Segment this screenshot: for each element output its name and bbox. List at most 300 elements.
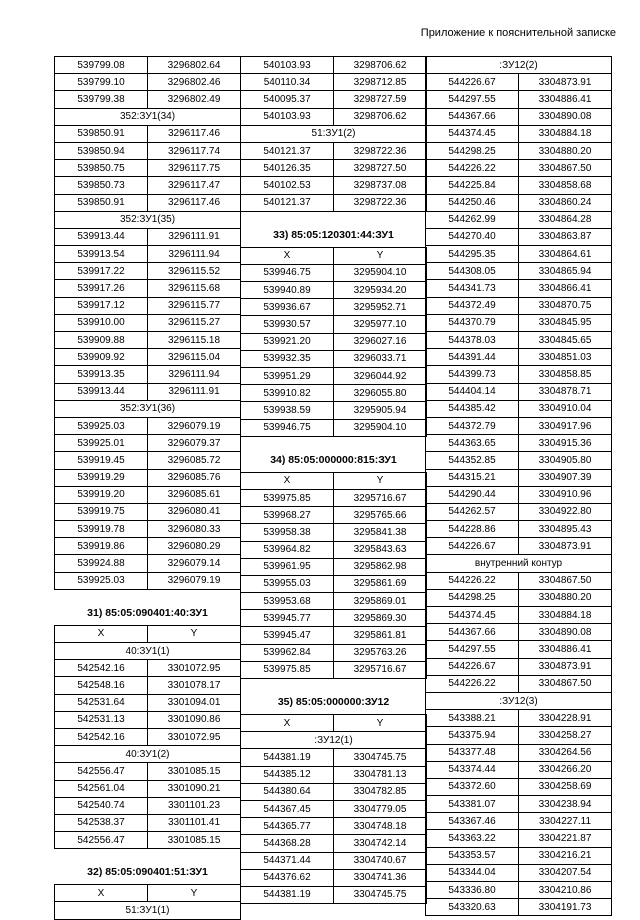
y-cell: 3304864.61 (519, 246, 612, 263)
section-row (55, 643, 241, 660)
table-row (426, 349, 612, 366)
x-cell: 544308.05 (426, 263, 519, 280)
y-cell: 3298727.59 (334, 91, 427, 108)
section-label: 352:ЗУ1(34) (55, 108, 241, 125)
x-cell: 543363.22 (426, 830, 519, 847)
x-cell: 544380.64 (241, 783, 334, 800)
table-row (426, 125, 612, 142)
table-row (55, 728, 241, 745)
table-row (241, 264, 427, 281)
table-row (55, 435, 241, 452)
y-cell: 3296079.19 (148, 572, 241, 589)
x-cell: 539913.44 (55, 228, 148, 245)
y-cell: 3304851.03 (519, 349, 612, 366)
y-cell: 3304867.50 (519, 572, 612, 589)
y-cell: 3304742.14 (334, 835, 427, 852)
y-cell: 3296085.61 (148, 486, 241, 503)
x-cell: 544404.14 (426, 383, 519, 400)
table-row (241, 507, 427, 524)
y-cell: 3296055.80 (334, 385, 427, 402)
spacer (240, 679, 427, 695)
table-row (241, 541, 427, 558)
y-cell: 3304863.87 (519, 228, 612, 245)
y-cell: 3296117.74 (148, 142, 241, 159)
y-cell: 3304207.54 (519, 864, 612, 881)
x-cell: 543367.46 (426, 813, 519, 830)
table-row (241, 835, 427, 852)
y-cell: 3304228.91 (519, 710, 612, 727)
x-cell: 544367.66 (426, 108, 519, 125)
x-cell: 539910.00 (55, 314, 148, 331)
parcel-title: 33) 85:05:120301:44:ЗУ1 (273, 228, 394, 241)
y-cell: 3304890.08 (519, 624, 612, 641)
x-cell: 539958.38 (241, 524, 334, 541)
table-row (55, 280, 241, 297)
y-cell: 3301090.21 (148, 780, 241, 797)
y-cell: 3296115.52 (148, 263, 241, 280)
y-cell: 3296033.71 (334, 350, 427, 367)
table-row (55, 885, 241, 902)
table-row (241, 644, 427, 661)
table-row (426, 314, 612, 331)
section-label: 51:ЗУ1(1) (55, 902, 241, 919)
table-row (241, 299, 427, 316)
x-cell: 544341.73 (426, 280, 519, 297)
x-cell: 544262.99 (426, 211, 519, 228)
x-cell: 543353.57 (426, 847, 519, 864)
x-cell: 539968.27 (241, 507, 334, 524)
section-label: :ЗУ12(3) (426, 692, 612, 709)
x-cell: 544226.22 (426, 675, 519, 692)
table-row (241, 91, 427, 108)
parcel-title: 31) 85:05:090401:40:ЗУ1 (87, 606, 208, 619)
section-row (55, 400, 241, 417)
x-cell: 539946.75 (241, 419, 334, 436)
table-row (241, 558, 427, 575)
x-cell: 542542.16 (55, 728, 148, 745)
y-cell: 3296117.47 (148, 177, 241, 194)
y-cell: 3295763.26 (334, 644, 427, 661)
y-cell: 3296044.92 (334, 368, 427, 385)
table-row (241, 575, 427, 592)
y-cell: 3304890.08 (519, 108, 612, 125)
x-cell: 544365.77 (241, 818, 334, 835)
y-cell: 3304905.80 (519, 452, 612, 469)
x-cell: 543320.63 (426, 899, 519, 916)
table-row (241, 869, 427, 886)
y-cell: 3295934.20 (334, 282, 427, 299)
coordinates-table (54, 625, 241, 849)
coordinates-table (54, 56, 241, 590)
table-row (426, 899, 612, 916)
y-cell: 3304227.11 (519, 813, 612, 830)
table-row (426, 91, 612, 108)
column-1 (54, 56, 241, 920)
y-cell: Y (334, 247, 427, 264)
y-cell: 3296085.76 (148, 469, 241, 486)
x-cell: 543375.94 (426, 727, 519, 744)
x-cell: 539917.22 (55, 263, 148, 280)
y-cell: 3296117.46 (148, 125, 241, 142)
table-row (241, 610, 427, 627)
x-cell: 544399.73 (426, 366, 519, 383)
table-row (426, 142, 612, 159)
section-label: 51:ЗУ1(2) (241, 125, 427, 142)
table-row (241, 800, 427, 817)
x-cell: 544374.45 (426, 607, 519, 624)
table-row (241, 749, 427, 766)
coordinates-table (240, 56, 427, 212)
x-cell: 539964.82 (241, 541, 334, 558)
y-cell: 3304880.20 (519, 589, 612, 606)
section-label: 40:ЗУ1(2) (55, 746, 241, 763)
table-row (55, 694, 241, 711)
spacer (54, 590, 241, 606)
parcel-title: 34) 85:05:000000:815:ЗУ1 (270, 453, 397, 466)
x-cell: 539917.26 (55, 280, 148, 297)
table-row (241, 74, 427, 91)
table-row (426, 486, 612, 503)
x-cell: 539919.20 (55, 486, 148, 503)
x-cell: 542556.47 (55, 763, 148, 780)
y-cell: 3304864.28 (519, 211, 612, 228)
table-row (426, 263, 612, 280)
y-cell: 3296117.46 (148, 194, 241, 211)
y-cell: 3296080.41 (148, 503, 241, 520)
x-cell: 544298.25 (426, 589, 519, 606)
y-cell: 3304866.41 (519, 280, 612, 297)
table-row (55, 177, 241, 194)
x-cell: 542542.16 (55, 660, 148, 677)
y-cell: 3304740.67 (334, 852, 427, 869)
table-row (426, 882, 612, 899)
x-cell: 542540.74 (55, 797, 148, 814)
coordinates-table (54, 884, 241, 919)
section-row (426, 57, 612, 74)
y-cell: 3295765.66 (334, 507, 427, 524)
x-cell: 544381.19 (241, 749, 334, 766)
table-row (426, 228, 612, 245)
x-cell: 540121.37 (241, 142, 334, 159)
x-cell: 544315.21 (426, 469, 519, 486)
parcel-title: 35) 85:05:000000:ЗУ12 (277, 696, 390, 708)
table-row (426, 108, 612, 125)
table-row (426, 383, 612, 400)
y-cell: 3296080.29 (148, 538, 241, 555)
y-cell: 3304210.86 (519, 882, 612, 899)
spacer (240, 212, 427, 228)
table-row (241, 715, 427, 732)
x-cell: 539850.73 (55, 177, 148, 194)
y-cell: 3296115.27 (148, 314, 241, 331)
table-row (426, 744, 612, 761)
y-cell: 3304878.71 (519, 383, 612, 400)
y-cell: 3296111.91 (148, 228, 241, 245)
section-label: 352:ЗУ1(36) (55, 400, 241, 417)
section-label: 352:ЗУ1(35) (55, 211, 241, 228)
x-cell: 543344.04 (426, 864, 519, 881)
x-cell: 540103.93 (241, 108, 334, 125)
table-row (241, 627, 427, 644)
x-cell: 539913.44 (55, 383, 148, 400)
y-cell: 3301072.95 (148, 660, 241, 677)
x-cell: 543381.07 (426, 796, 519, 813)
table-row (55, 125, 241, 142)
y-cell: 3296111.94 (148, 246, 241, 263)
y-cell: 3301072.95 (148, 728, 241, 745)
table-row (241, 661, 427, 678)
x-cell: 539925.03 (55, 572, 148, 589)
coordinates-table (240, 714, 427, 904)
y-cell: 3296085.72 (148, 452, 241, 469)
table-row (426, 761, 612, 778)
table-row (55, 332, 241, 349)
y-cell: 3304922.80 (519, 503, 612, 520)
table-row (426, 572, 612, 589)
x-cell: 539951.29 (241, 368, 334, 385)
x-cell: 544297.55 (426, 91, 519, 108)
table-row (426, 417, 612, 434)
x-cell: X (241, 247, 334, 264)
section-row (55, 746, 241, 763)
table-row (426, 332, 612, 349)
x-cell: 539799.38 (55, 91, 148, 108)
parcel-title: 32) 85:05:090401:51:ЗУ1 (87, 866, 208, 879)
table-row (426, 177, 612, 194)
section-row (55, 108, 241, 125)
table-row (426, 658, 612, 675)
x-cell: 543336.80 (426, 882, 519, 899)
table-row (426, 675, 612, 692)
x-cell: 539945.47 (241, 627, 334, 644)
x-cell: 539945.77 (241, 610, 334, 627)
x-cell: 544371.44 (241, 852, 334, 869)
table-row (241, 350, 427, 367)
x-cell: 544370.79 (426, 314, 519, 331)
table-row (241, 57, 427, 74)
x-cell: 544368.28 (241, 835, 334, 852)
y-cell: 3304910.04 (519, 400, 612, 417)
x-cell: 544391.44 (426, 349, 519, 366)
table-row (426, 452, 612, 469)
x-cell: 539932.35 (241, 350, 334, 367)
y-cell: 3304741.36 (334, 869, 427, 886)
x-cell: 544381.19 (241, 886, 334, 903)
x-cell: 540121.37 (241, 194, 334, 211)
table-row (426, 194, 612, 211)
x-cell: 544225.84 (426, 177, 519, 194)
table-row (55, 246, 241, 263)
y-cell: 3301101.41 (148, 814, 241, 831)
y-cell: 3295841.38 (334, 524, 427, 541)
table-row (55, 555, 241, 572)
x-cell: 540095.37 (241, 91, 334, 108)
y-cell: 3304845.95 (519, 314, 612, 331)
table-row (55, 417, 241, 434)
y-cell: 3304884.18 (519, 607, 612, 624)
y-cell: Y (148, 625, 241, 642)
table-row (241, 316, 427, 333)
y-cell: 3304258.27 (519, 727, 612, 744)
x-cell: 539910.82 (241, 385, 334, 402)
page-header: Приложение к пояснительной записке (420, 27, 616, 39)
column-2 (240, 56, 427, 904)
y-cell: 3304886.41 (519, 641, 612, 658)
y-cell: 3296802.49 (148, 91, 241, 108)
y-cell: 3304873.91 (519, 538, 612, 555)
table-row (55, 677, 241, 694)
section-label: 40:ЗУ1(1) (55, 643, 241, 660)
x-cell: 540102.53 (241, 177, 334, 194)
x-cell: 544385.42 (426, 400, 519, 417)
x-cell: 539938.59 (241, 402, 334, 419)
x-cell: 539921.20 (241, 333, 334, 350)
section-row (241, 125, 427, 142)
table-row (241, 282, 427, 299)
x-cell: 542538.37 (55, 814, 148, 831)
x-cell: 539975.85 (241, 661, 334, 678)
table-row (426, 847, 612, 864)
y-cell: 3298727.50 (334, 160, 427, 177)
y-cell: 3295904.10 (334, 419, 427, 436)
section-label: внутренний контур (426, 555, 612, 572)
table-row (55, 572, 241, 589)
y-cell: 3295861.69 (334, 575, 427, 592)
table-row (55, 383, 241, 400)
x-cell: 539850.75 (55, 160, 148, 177)
table-row (241, 402, 427, 419)
table-row (55, 57, 241, 74)
y-cell: 3304886.41 (519, 91, 612, 108)
y-cell: 3295862.98 (334, 558, 427, 575)
table-row (55, 538, 241, 555)
table-row (426, 160, 612, 177)
y-cell: 3304870.75 (519, 297, 612, 314)
table-row (426, 813, 612, 830)
y-cell: Y (334, 715, 427, 732)
x-cell: 544250.46 (426, 194, 519, 211)
x-cell: 544226.67 (426, 74, 519, 91)
y-cell: 3304782.85 (334, 783, 427, 800)
table-row (426, 211, 612, 228)
x-cell: 544270.40 (426, 228, 519, 245)
y-cell: 3304860.24 (519, 194, 612, 211)
x-cell: 539924.88 (55, 555, 148, 572)
y-cell: 3296802.64 (148, 57, 241, 74)
x-cell: 542531.13 (55, 711, 148, 728)
x-cell: 544226.22 (426, 572, 519, 589)
x-cell: 539799.10 (55, 74, 148, 91)
x-cell: 544372.79 (426, 417, 519, 434)
x-cell: 544385.12 (241, 766, 334, 783)
x-cell: X (241, 472, 334, 489)
table-row (241, 194, 427, 211)
x-cell: 539909.88 (55, 332, 148, 349)
table-row (55, 228, 241, 245)
section-label: :ЗУ12(2) (426, 57, 612, 74)
table-row (426, 400, 612, 417)
x-cell: 539955.03 (241, 575, 334, 592)
x-cell: 544376.62 (241, 869, 334, 886)
section-label: :ЗУ12(1) (241, 732, 427, 749)
x-cell: 542548.16 (55, 677, 148, 694)
table-row (241, 108, 427, 125)
y-cell: 3296111.91 (148, 383, 241, 400)
table-row (55, 469, 241, 486)
x-cell: 544226.22 (426, 160, 519, 177)
y-cell: 3295952.71 (334, 299, 427, 316)
table-row (241, 142, 427, 159)
x-cell: 539961.95 (241, 558, 334, 575)
y-cell: 3296115.04 (148, 349, 241, 366)
x-cell: 539919.45 (55, 452, 148, 469)
y-cell: 3296079.14 (148, 555, 241, 572)
coordinates-table (240, 472, 427, 679)
x-cell: 544367.66 (426, 624, 519, 641)
x-cell: 539925.01 (55, 435, 148, 452)
y-cell: 3304880.20 (519, 142, 612, 159)
table-row (55, 142, 241, 159)
table-row (241, 368, 427, 385)
y-cell: 3301085.15 (148, 763, 241, 780)
table-row (55, 780, 241, 797)
table-row (241, 783, 427, 800)
x-cell: 544228.86 (426, 521, 519, 538)
y-cell: 3298722.36 (334, 142, 427, 159)
table-row (55, 503, 241, 520)
x-cell: 540110.34 (241, 74, 334, 91)
y-cell: 3301101.23 (148, 797, 241, 814)
y-cell: 3304266.20 (519, 761, 612, 778)
table-row (426, 710, 612, 727)
x-cell: 544262.57 (426, 503, 519, 520)
y-cell: 3304873.91 (519, 74, 612, 91)
coordinates-table (425, 56, 612, 916)
x-cell: 539799.08 (55, 57, 148, 74)
x-cell: 543374.44 (426, 761, 519, 778)
x-cell: 539940.89 (241, 282, 334, 299)
x-cell: 544297.55 (426, 641, 519, 658)
y-cell: 3304867.50 (519, 675, 612, 692)
table-row (426, 778, 612, 795)
table-row (426, 727, 612, 744)
x-cell: 544290.44 (426, 486, 519, 503)
y-cell: 3298706.62 (334, 57, 427, 74)
y-cell: Y (148, 885, 241, 902)
table-row (426, 864, 612, 881)
x-cell: 544378.03 (426, 332, 519, 349)
table-row (55, 814, 241, 831)
table-row (426, 830, 612, 847)
section-row (241, 732, 427, 749)
table-row (426, 435, 612, 452)
y-cell: 3304745.75 (334, 886, 427, 903)
table-row (426, 624, 612, 641)
table-row (426, 74, 612, 91)
y-cell: 3295905.94 (334, 402, 427, 419)
table-row (241, 852, 427, 869)
y-cell: 3304873.91 (519, 658, 612, 675)
table-row (241, 333, 427, 350)
coordinates-table (240, 247, 427, 437)
x-cell: X (241, 715, 334, 732)
y-cell: 3304238.94 (519, 796, 612, 813)
table-row (241, 766, 427, 783)
x-cell: 539913.54 (55, 246, 148, 263)
y-cell: 3301090.86 (148, 711, 241, 728)
y-cell: 3304917.96 (519, 417, 612, 434)
table-row (55, 74, 241, 91)
